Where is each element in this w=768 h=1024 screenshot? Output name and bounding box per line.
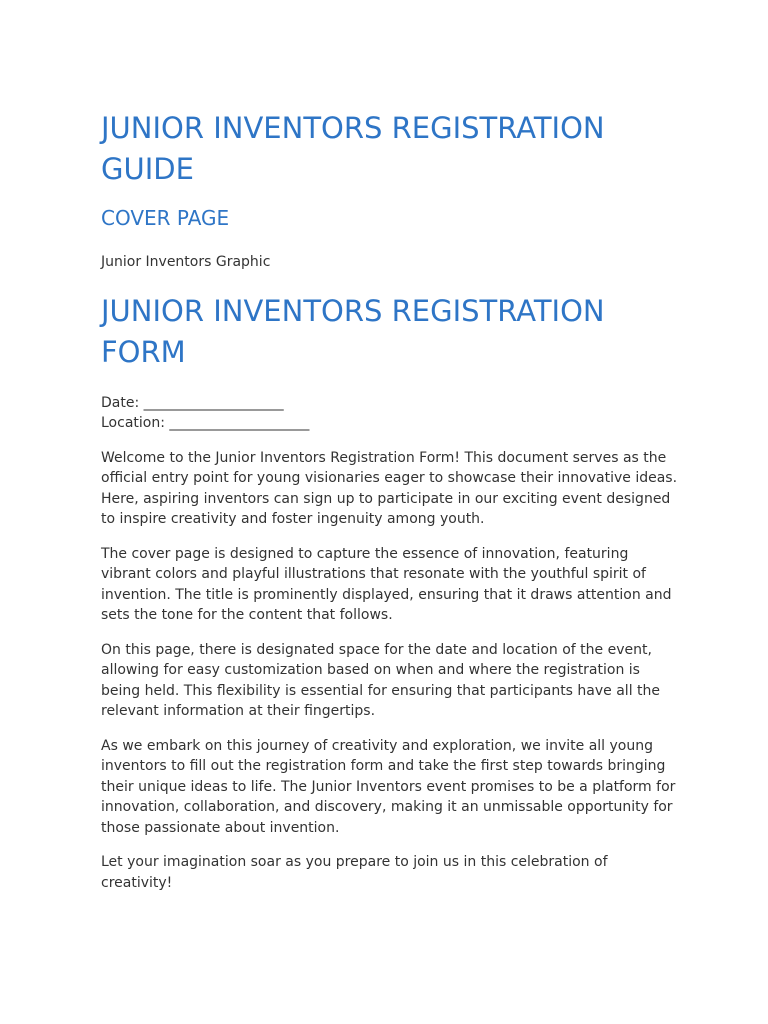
body-paragraph: Welcome to the Junior Inventors Registration Form! This document serves as the official entry point for young visionaries eager to showcase their innovative ideas. Here, aspiring inventors can sign up to participate in our exciting event designed to inspire creativity and foster ingenuity among youth. <box>101 449 678 527</box>
document-page <box>101 108 681 893</box>
date-field-line: Date: ____________________ <box>101 394 284 411</box>
body-paragraph: Let your imagination soar as you prepare to join us in this celebration of creativity! <box>101 854 608 891</box>
form-title: JUNIOR INVENTORS REGISTRATION FORM <box>101 293 605 369</box>
event-meta-block <box>101 393 681 434</box>
document-title: JUNIOR INVENTORS REGISTRATION GUIDE <box>101 111 605 186</box>
body-paragraph: As we embark on this journey of creativity and exploration, we invite all young inventors to fill out the registration form and take the first step towards bringing their unique ideas to life. The Junior Inventors event promises to be a platform for innovation, collaboration, and discovery, making it an unmissable opportunity for those passionate about invention. <box>101 737 676 836</box>
body-paragraph: On this page, there is designated space for the date and location of the event, allowing for easy customization based on when and where the registration is being held. This flexibility is essential for ensuring that participants have all the relevant information at their fingertips. <box>101 641 661 719</box>
location-field-line: Location: ____________________ <box>101 415 310 431</box>
graphic-caption: Junior Inventors Graphic <box>101 254 271 270</box>
body-paragraph: The cover page is designed to capture the essence of innovation, featuring vibrant colors and playful illustrations that resonate with the youthful spirit of invention. The title is prominently displayed, ensuring that it draws attention and sets the tone for the content that follows. <box>101 545 672 623</box>
cover-page-heading: COVER PAGE <box>101 206 230 230</box>
